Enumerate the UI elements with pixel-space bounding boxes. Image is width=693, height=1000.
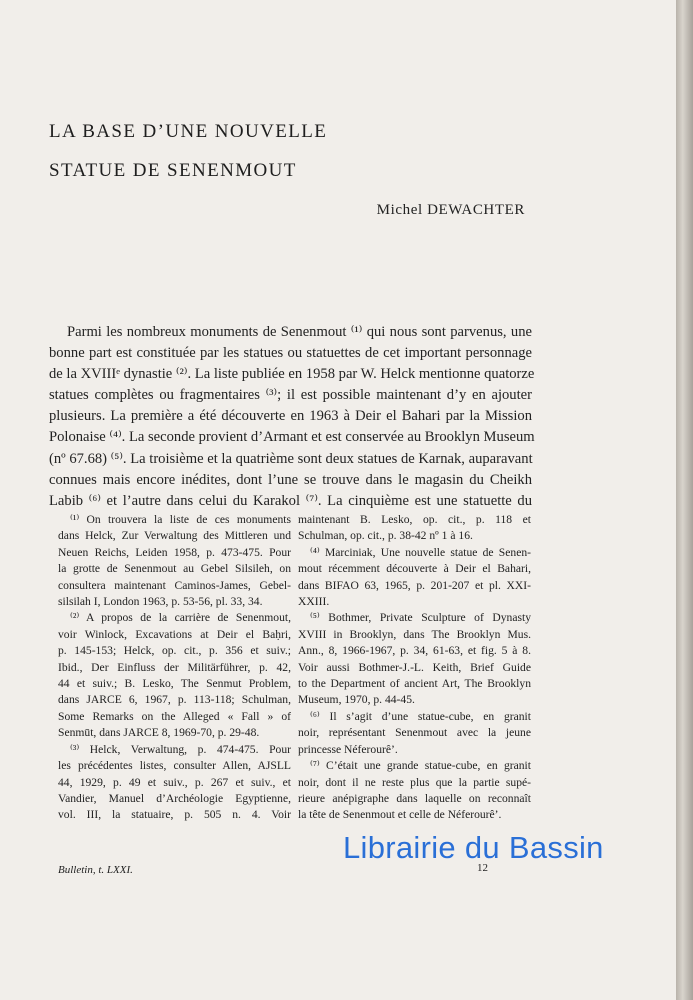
footnote-line: 44 et suiv.; B. Lesko, The Senmut Problem, (58, 677, 291, 691)
footnote-line: Ibid., Der Einfluss der Militärführer, p. 42, (58, 660, 291, 674)
body-line: Labib ⁽⁶⁾ et l’autre dans celui du Karakol ⁽⁷⁾. La cinquième est une statuette du (49, 492, 532, 509)
footnote-line: Ann., 8, 1966-1967, p. 34, 61-63, et fig. 5 à 8. (298, 644, 531, 658)
footnote-line: maintenant B. Lesko, op. cit., p. 118 et (298, 513, 531, 526)
footnote-line: rieure anépigraphe dans laquelle on reconnaît (298, 791, 531, 805)
footnote-line: consultera maintenant Caminos-James, Gebel- (58, 578, 291, 592)
body-line: statues complètes ou fragmentaires ⁽³⁾; il est possible maintenant d’y en ajouter (49, 387, 532, 404)
footnote-line: ⁽¹⁾ On trouvera la liste de ces monuments (70, 513, 291, 526)
footnote-line: la tête de Senenmout et celle de Néferourê’. (298, 808, 502, 822)
footnote-line: ⁽⁴⁾ Marciniak, Une nouvelle statue de Senen- (310, 545, 531, 559)
footnote-line: ⁽²⁾ A propos de la carrière de Senenmout, (70, 611, 291, 625)
footnote-line: les précédentes listes, consulter Allen, AJSLL (58, 759, 291, 773)
article-title-line1: LA BASE D’UNE NOUVELLE (49, 121, 328, 142)
body-line: Parmi les nombreux monuments de Senenmout ⁽¹⁾ qui nous sont parvenus, une (67, 324, 532, 340)
footnote-line: dans JARCE 6, 1967, p. 113-118; Schulman, (58, 693, 291, 707)
footnote-line: dans BIFAO 63, 1965, p. 201-207 et pl. XXI- (298, 578, 531, 592)
footnote-line: vol. III, la statuaire, p. 505 n. 4. Voir (58, 808, 291, 822)
footnote-line: ⁽³⁾ Helck, Verwaltung, p. 474-475. Pour (70, 742, 291, 756)
footnote-line: noir, représentant Senenmout avec la jeune (298, 726, 531, 740)
footnote-line: ⁽⁵⁾ Bothmer, Private Sculpture of Dynasty (310, 611, 531, 625)
footnotes-left-column (58, 512, 291, 824)
body-line: bonne part est constituée par les statues ou statuettes de cet important personnage (49, 345, 532, 362)
body-line: connues mais encore inédites, dont l’une se trouve dans le magasin du Cheikh (49, 471, 532, 488)
footnote-line: Schulman, op. cit., p. 38-42 nº 1 à 16. (298, 529, 473, 543)
body-line: (nº 67.68) ⁽⁵⁾. La troisième et la quatrième sont deux statues de Karnak, auparavant (49, 450, 533, 467)
body-line: plusieurs. La première a été découverte en 1963 à Deir el Bahari par la Mission (49, 408, 532, 425)
body-line: Polonaise ⁽⁴⁾. La seconde provient d’Armant et est conservée au Brooklyn Museum (49, 429, 535, 446)
footnote-line: to the Department of ancient Art, The Brooklyn (298, 677, 531, 691)
footnote-line: Senmūt, dans JARCE 8, 1969-70, p. 29-48. (58, 726, 260, 740)
body-paragraph (49, 322, 535, 512)
footnote-line: silsilah I, London 1963, p. 53-56, pl. 33, 34. (58, 595, 263, 609)
footnote-line: XVIII in Brooklyn, dans The Brooklyn Mus. (298, 627, 531, 641)
author-name: Michel DEWACHTER (376, 202, 525, 218)
footnotes-right-column (298, 512, 531, 824)
footnote-line: noir, dont il ne reste plus que la partie supé- (298, 775, 531, 789)
page-edge (676, 0, 693, 1000)
footnote-line: Museum, 1970, p. 44-45. (298, 693, 415, 707)
footnote-line: ⁽⁷⁾ C’était une grande statue-cube, en granit (310, 759, 531, 773)
footnote-line: la grotte de Senenmout au Gebel Silsileh, on (58, 562, 291, 576)
footnote-line: 44, 1929, p. 49 et suiv., p. 267 et suiv., et (58, 775, 291, 789)
footnote-line: Neuen Reichs, Leiden 1958, p. 473-475. Pour (58, 545, 291, 559)
watermark-text: Librairie du Bassin (343, 830, 604, 865)
footnote-line: Some Remarks on the Alleged « Fall » of (58, 709, 291, 723)
footnote-line: princesse Néferourê’. (298, 742, 398, 756)
article-title-line2: STATUE DE SENENMOUT (49, 160, 297, 181)
footnote-line: Voir aussi Bothmer-J.-L. Keith, Brief Guide (298, 660, 531, 674)
footnote-line: XXIII. (298, 595, 330, 609)
footnote-line: Vandier, Manuel d’Archéologie Egyptienne, (58, 791, 291, 805)
bulletin-reference: Bulletin, t. LXXI. (58, 864, 133, 876)
signature-number: 12 (477, 862, 488, 874)
footnote-line: ⁽⁶⁾ Il s’agit d’une statue-cube, en granit (310, 709, 531, 723)
body-line: de la XVIIIᵉ dynastie ⁽²⁾. La liste publiée en 1958 par W. Helck mentionne quatorze (49, 366, 535, 383)
footnote-line: p. 145-153; Helck, op. cit., p. 356 et suiv.; (58, 644, 291, 658)
footnote-line: mout récemment découverte à Deir el Bahari, (298, 562, 531, 576)
footnote-line: voir Winlock, Excavations at Deir el Baḥri, (58, 627, 291, 641)
footnote-line: dans Helck, Zur Verwaltung des Mittleren und (58, 529, 291, 543)
